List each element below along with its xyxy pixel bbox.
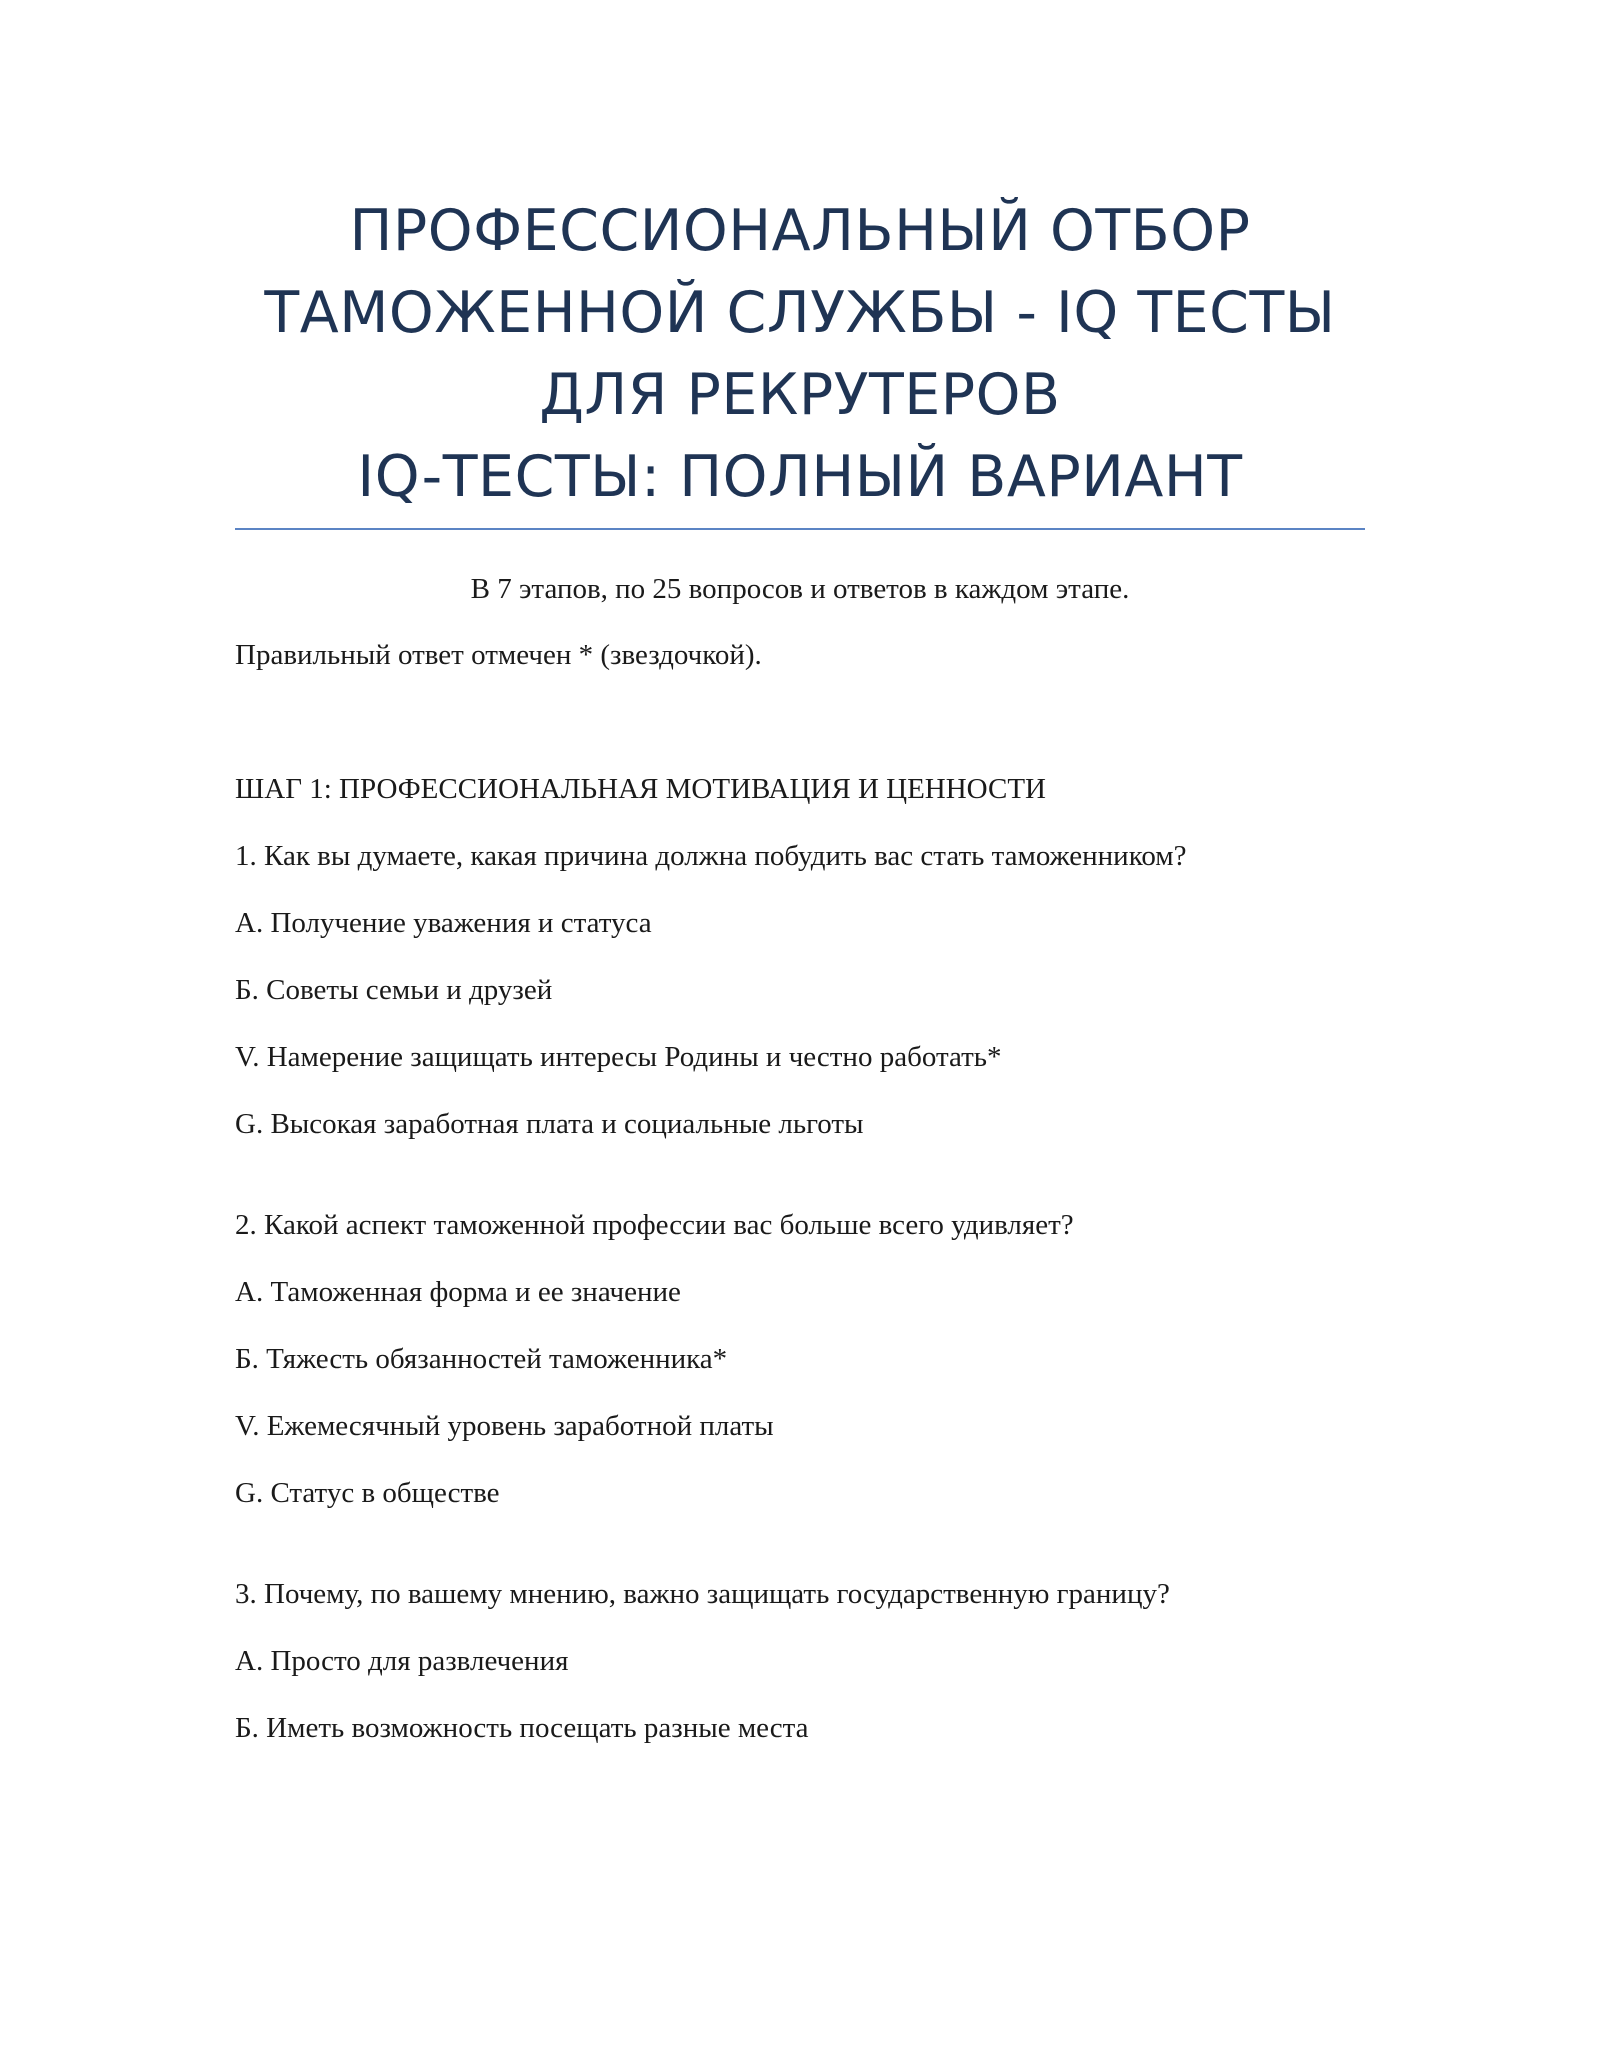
test-content bbox=[235, 772, 1365, 1778]
question-text: 3. Почему, по вашему мнению, важно защищать государственную границу? bbox=[235, 1578, 1170, 1610]
question-2 bbox=[235, 1208, 1365, 1510]
answer-option: A. Таможенная форма и ее значение bbox=[235, 1276, 681, 1308]
answer-option: V. Ежемесячный уровень заработной платы bbox=[235, 1410, 774, 1442]
question-3 bbox=[235, 1577, 1365, 1745]
answer-option-correct: Б. Тяжесть обязанностей таможенника* bbox=[235, 1343, 728, 1375]
title-line: IQ-ТЕСТЫ: ПОЛНЫЙ ВАРИАНТ bbox=[357, 444, 1243, 510]
document-title bbox=[235, 190, 1365, 518]
answer-option: A. Просто для развлечения bbox=[235, 1645, 569, 1677]
title-line: ТАМОЖЕННОЙ СЛУЖБЫ - IQ ТЕСТЫ bbox=[264, 280, 1336, 346]
intro-paragraph: В 7 этапов, по 25 вопросов и ответов в каждом этапе. bbox=[470, 573, 1130, 605]
answer-option: A. Получение уважения и статуса bbox=[235, 907, 652, 939]
title-line: ПРОФЕССИОНАЛЬНЫЙ ОТБОР bbox=[349, 198, 1251, 264]
question-text: 1. Как вы думаете, какая причина должна побудить вас стать таможенником? bbox=[235, 840, 1187, 872]
step-heading: ШАГ 1: ПРОФЕССИОНАЛЬНАЯ МОТИВАЦИЯ И ЦЕННОСТИ bbox=[235, 773, 1046, 805]
title-line: ДЛЯ РЕКРУТЕРОВ bbox=[539, 362, 1061, 428]
answer-option: G. Статус в обществе bbox=[235, 1477, 500, 1509]
question-1 bbox=[235, 839, 1365, 1141]
answer-option: G. Высокая заработная плата и социальные льготы bbox=[235, 1108, 864, 1140]
title-underline-divider bbox=[235, 528, 1365, 530]
question-text: 2. Какой аспект таможенной профессии вас больше всего удивляет? bbox=[235, 1209, 1074, 1241]
answer-option: Б. Советы семьи и друзей bbox=[235, 974, 553, 1006]
answer-key-note: Правильный ответ отмечен * (звездочкой). bbox=[235, 639, 762, 671]
answer-option: Б. Иметь возможность посещать разные места bbox=[235, 1712, 809, 1744]
answer-option-correct: V. Намерение защищать интересы Родины и честно работать* bbox=[235, 1041, 1002, 1073]
